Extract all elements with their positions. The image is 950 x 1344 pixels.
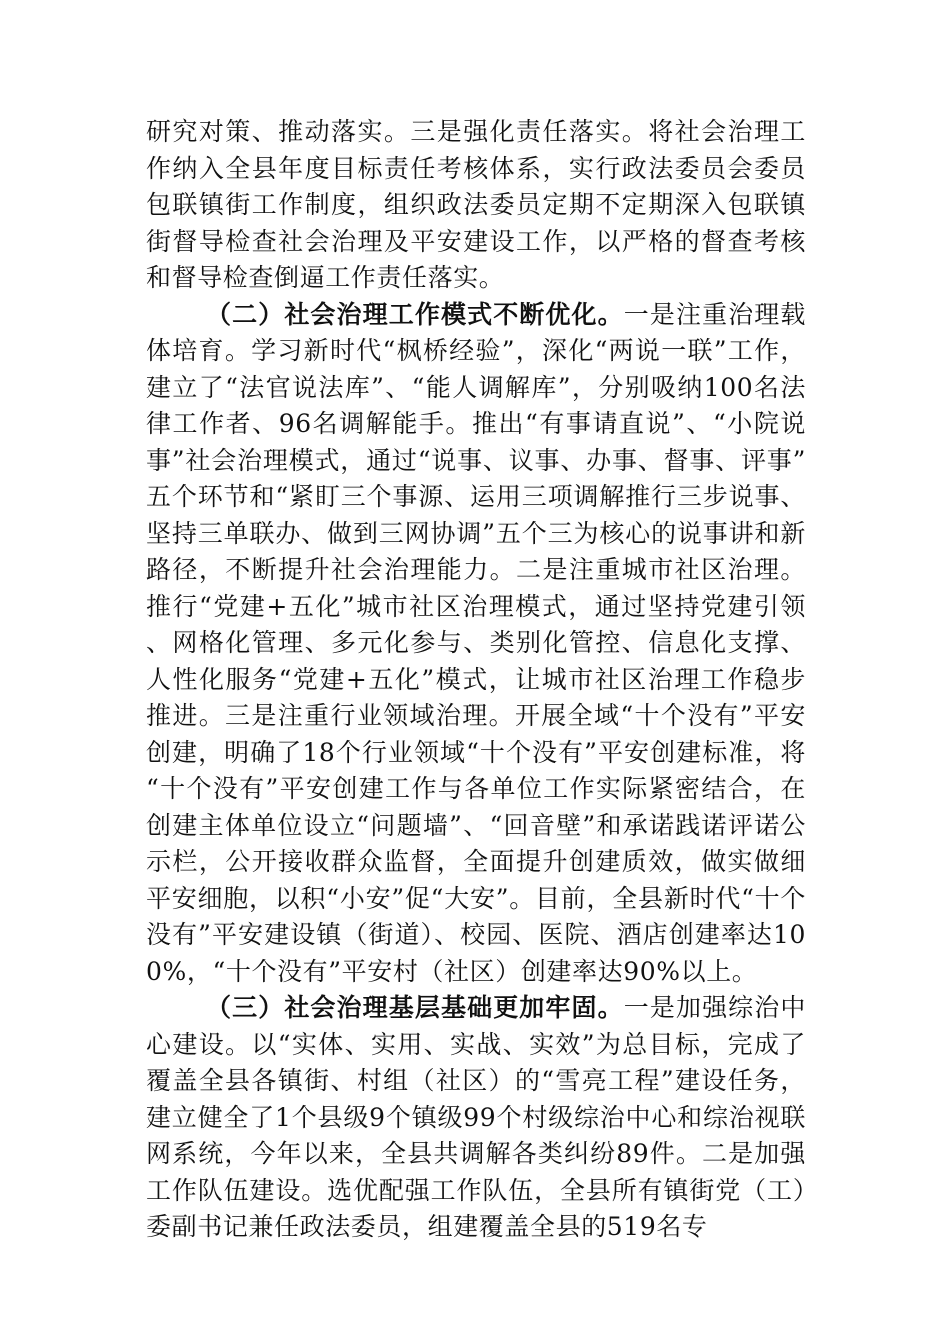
document-body xyxy=(146,114,806,1246)
section-heading-2: （二）社会治理工作模式不断优化。 xyxy=(206,299,624,329)
paragraph-text: 研究对策、推动落实。三是强化责任落实。将社会治理工作纳入全县年度目标责任考核体系，实行政法委员会委员包联镇街工作制度，组织政法委员定期不定期深入包联镇街督导检查社会治理及平安建设工作，以严格的督查考核和督导检查倒逼工作责任落实。 xyxy=(146,117,806,292)
section-heading-3: （三）社会治理基层基础更加牢固。 xyxy=(206,993,624,1022)
paragraph-section-3 xyxy=(146,990,806,1246)
paragraph-text: 一是加强综治中心建设。以“实体、实用、实战、实效”为总目标，完成了覆盖全县各镇街、村组（社区）的“雪亮工程”建设任务，建立健全了1个县级9个镇级99个村级综治中心和综治视联网系统，今年以来，全县共调解各类纠纷89件。二是加强工作队伍建设。选优配强工作队伍，全县所有镇街党（工）委副书记兼任政法委员，组建覆盖全县的519名专 xyxy=(146,993,807,1241)
paragraph-section-2 xyxy=(146,297,806,991)
paragraph-continuation xyxy=(146,114,806,297)
paragraph-text: 一是注重治理载体培育。学习新时代“枫桥经验”，深化“两说一联”工作，建立了“法官说法库”、“能人调解库”，分别吸纳100名法律工作者、96名调解能手。推出“有事请直说”、“小院说事”社会治理模式，通过“说事、议事、办事、督事、评事”五个环节和“紧盯三个事源、运用三项调解推行三步说事、坚持三单联办、做到三网协调”五个三为核心的说事讲和新路径，不断提升社会治理能力。二是注重城市社区治理。推行“党建+五化”城市社区治理模式，通过坚持党建引领、网格化管理、多元化参与、类别化管控、信息化支撑、人性化服务“党建+五化”模式，让城市社区治理工作稳步推进。三是注重行业领域治理。开展全域“十个没有”平安创建，明确了18个行业领域“十个没有”平安创建标准，将“十个没有”平安创建工作与各单位工作实际紧密结合，在创建主体单位设立“问题墙”、“回音壁”和承诺践诺评诺公示栏，公开接收群众监督，全面提升创建质效，做实做细平安细胞，以积“小安”促“大安”。目前，全县新时代“十个没有”平安建设镇（街道）、校园、医院、酒店创建率达100%，“十个没有”平安村（社区）创建率达90%以上。 xyxy=(146,299,807,986)
